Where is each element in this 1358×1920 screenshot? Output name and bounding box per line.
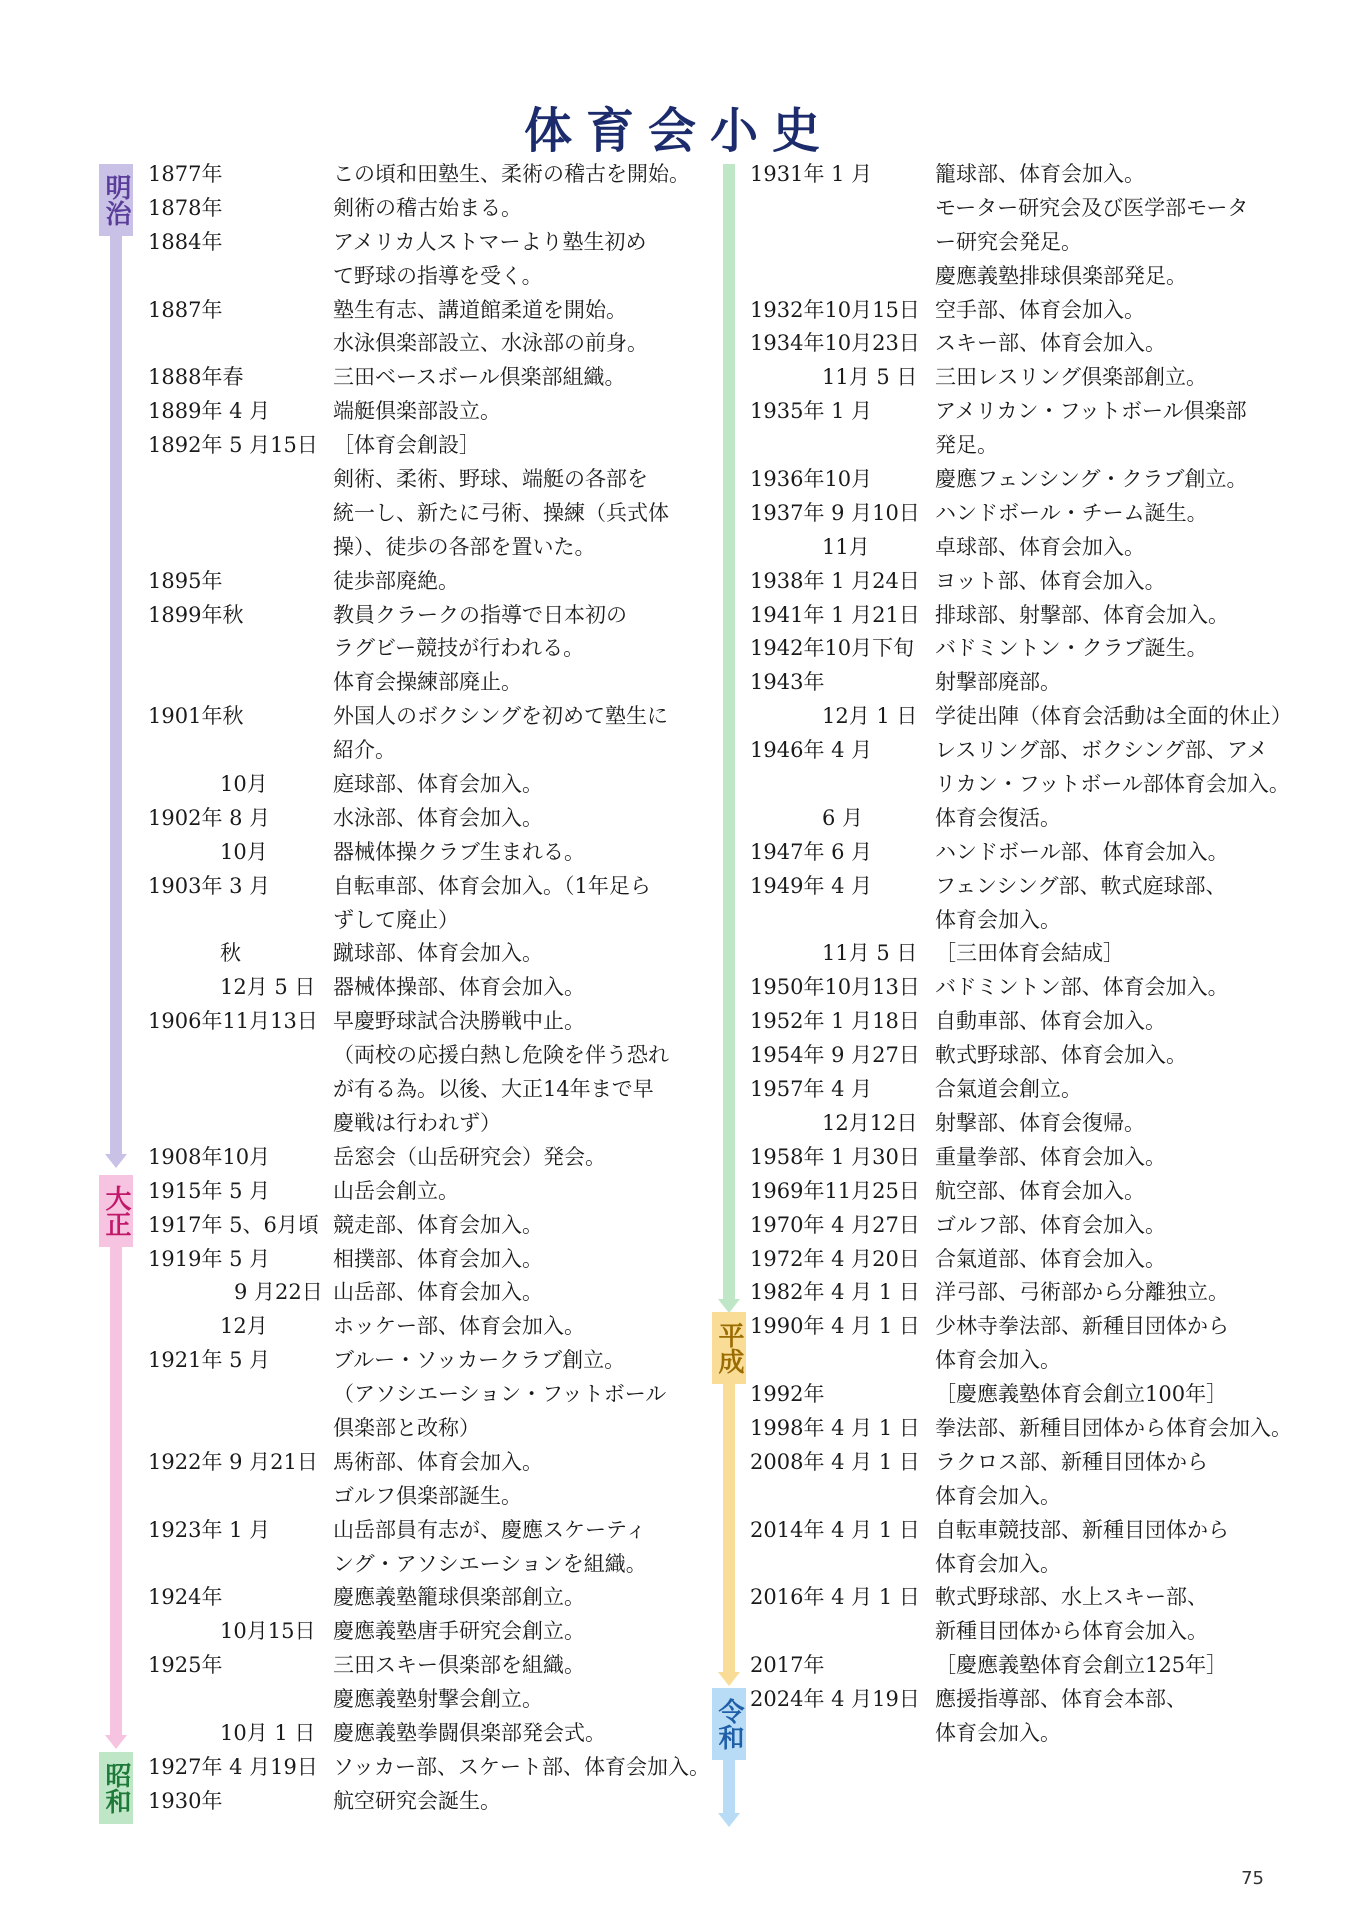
timeline-event: ずして廃止） (333, 907, 459, 932)
timeline-event: 山岳部員有志が、慶應スケーティ (333, 1517, 647, 1542)
timeline-row (148, 1717, 698, 1751)
timeline-date: 1930年 (148, 1788, 223, 1813)
timeline-row (148, 768, 698, 802)
timeline-event: 航空研究会誕生。 (333, 1788, 501, 1813)
timeline-left-column (148, 158, 710, 1819)
timeline-event: 学徒出陣（体育会活動は全面的休止） (935, 704, 1292, 729)
timeline-event: 軟式野球部、水上スキー部、 (935, 1585, 1208, 1610)
timeline-date: 1938年 1 月24日 (750, 568, 920, 593)
timeline-row (750, 1175, 1310, 1209)
timeline-row (148, 1005, 698, 1039)
timeline-date: 1903年 3 月 (148, 873, 271, 898)
timeline-date: 1969年11月25日 (750, 1178, 920, 1203)
timeline-date: 秋 (220, 941, 241, 966)
timeline-event: ー研究会発足。 (935, 229, 1082, 254)
timeline-event: スキー部、体育会加入。 (935, 331, 1166, 356)
timeline-event: 排球部、射撃部、体育会加入。 (935, 602, 1229, 627)
timeline-date: 1892年 5 月15日 (148, 433, 318, 458)
timeline-event: 体育会加入。 (935, 1348, 1061, 1373)
timeline-date: 1924年 (148, 1585, 223, 1610)
timeline-event: 慶應義塾拳闘倶楽部発会式。 (333, 1720, 606, 1745)
timeline-event: 籠球部、体育会加入。 (935, 162, 1145, 186)
timeline-date: 1950年10月13日 (750, 975, 920, 1000)
timeline-row (750, 1039, 1310, 1073)
timeline-row (148, 497, 698, 531)
timeline-row (750, 395, 1310, 429)
timeline-row (148, 327, 698, 361)
timeline-event: モーター研究会及び医学部モータ (935, 195, 1249, 220)
timeline-row (750, 361, 1310, 395)
timeline-event: アメリカ人ストマーより塾生初め (333, 229, 647, 254)
timeline-event: 慶戦は行われず） (333, 1110, 501, 1135)
timeline-event: 慶應フェンシング・クラブ創立。 (935, 467, 1248, 492)
timeline-date: 11月 5 日 (822, 365, 918, 390)
timeline-event: ホッケー部、体育会加入。 (333, 1314, 585, 1339)
timeline-row (148, 1683, 698, 1717)
timeline-date: 1899年秋 (148, 602, 244, 627)
timeline-row (750, 327, 1310, 361)
timeline-date: 9 月22日 (234, 1280, 323, 1305)
era-label-taisho: 大正 (99, 1175, 133, 1247)
timeline-event: 統一し、新たに弓術、操練（兵式体 (333, 500, 669, 525)
timeline-event: リカン・フットボール部体育会加入。 (935, 772, 1290, 797)
timeline-date: 1982年 4 月 1 日 (750, 1280, 920, 1305)
timeline-event: 合氣道部、体育会加入。 (935, 1246, 1166, 1271)
timeline-date: 6 月 (822, 805, 864, 830)
timeline-date: 1992年 (750, 1382, 825, 1407)
timeline-row (148, 1548, 698, 1582)
timeline-date: 1941年 1 月21日 (750, 602, 920, 627)
timeline-row (750, 429, 1310, 463)
timeline-date: 10月15日 (220, 1619, 316, 1644)
timeline-row (750, 1005, 1310, 1039)
timeline-date: 2017年 (750, 1653, 825, 1678)
era-reiwa (712, 1688, 746, 1828)
timeline-event: ハンドボール部、体育会加入。 (935, 839, 1229, 864)
timeline-event: 庭球部、体育会加入。 (333, 772, 543, 797)
timeline-row (750, 1548, 1310, 1582)
timeline-date: 1906年11月13日 (148, 1009, 318, 1034)
timeline-row (750, 1243, 1310, 1277)
timeline-row (148, 1412, 698, 1446)
timeline-row (148, 294, 698, 328)
timeline-row (750, 1276, 1310, 1310)
timeline-date: 1921年 5 月 (148, 1348, 271, 1373)
timeline-row (750, 158, 1310, 192)
timeline-event: 自転車部、体育会加入。（1年足ら (333, 873, 651, 898)
timeline-row (750, 971, 1310, 1005)
timeline-event: 徒歩部廃絶。 (333, 568, 459, 593)
timeline-event: 慶應義塾籠球倶楽部創立。 (333, 1585, 585, 1610)
timeline-row (750, 836, 1310, 870)
timeline-date: 1917年 5、6月頃 (148, 1212, 319, 1237)
timeline-event: が有る為。以後、大正14年まで早 (333, 1077, 654, 1102)
timeline-event: 教員クラークの指導で日本初の (333, 602, 627, 627)
timeline-row (148, 734, 698, 768)
timeline-event: 体育会加入。 (935, 1483, 1061, 1508)
timeline-row (148, 1751, 710, 1785)
timeline-event: ゴルフ倶楽部誕生。 (333, 1483, 522, 1508)
timeline-event: 体育会加入。 (935, 1551, 1061, 1576)
timeline-event: アメリカン・フットボール倶楽部 (935, 399, 1247, 424)
timeline-row (148, 463, 698, 497)
timeline-date: 10月 1 日 (220, 1720, 316, 1745)
timeline-date: 12月 (220, 1314, 268, 1339)
timeline-event: 体育会加入。 (935, 907, 1061, 932)
timeline-date: 12月 1 日 (822, 704, 918, 729)
timeline-event: 山岳会創立。 (333, 1178, 459, 1203)
timeline-row (148, 632, 698, 666)
timeline-row (750, 802, 1310, 836)
timeline-date: 1931年 1 月 (750, 162, 873, 186)
timeline-event: ［慶應義塾体育会創立100年］ (935, 1382, 1228, 1407)
timeline-row (750, 192, 1310, 226)
timeline-event: 外国人のボクシングを初めて塾生に (333, 704, 669, 729)
timeline-row (148, 1514, 698, 1548)
timeline-row (148, 395, 698, 429)
timeline-event: ブルー・ソッカークラブ創立。 (333, 1348, 626, 1373)
timeline-row (750, 666, 1310, 700)
timeline-date: 2024年 4 月19日 (750, 1687, 920, 1712)
timeline-row (750, 1717, 1310, 1751)
timeline-date: 1923年 1 月 (148, 1517, 271, 1542)
timeline-row (148, 531, 698, 565)
timeline-row (750, 1480, 1310, 1514)
timeline-row (148, 565, 698, 599)
timeline-row (148, 1209, 698, 1243)
timeline-event: 山岳部、体育会加入。 (333, 1280, 543, 1305)
timeline-event: 射撃部廃部。 (935, 670, 1061, 695)
timeline-row (148, 1344, 698, 1378)
timeline-event: 操）、徒歩の各部を置いた。 (333, 534, 596, 559)
timeline-event: 体育会復活。 (935, 805, 1061, 830)
timeline-right-column (750, 158, 1310, 1751)
timeline-row (148, 700, 698, 734)
timeline-event: フェンシング部、軟式庭球部、 (935, 873, 1227, 898)
timeline-event: 水泳倶楽部設立、水泳部の前身。 (333, 331, 648, 356)
timeline-event: （両校の応援白熱し危険を伴う恐れ (333, 1043, 669, 1068)
timeline-date: 10月 (220, 772, 268, 797)
timeline-row (148, 1039, 698, 1073)
timeline-row (750, 1209, 1310, 1243)
timeline-event: 体育会操練部廃止。 (333, 670, 522, 695)
timeline-row (750, 1581, 1310, 1615)
timeline-event: ［慶應義塾体育会創立125年］ (935, 1653, 1228, 1678)
timeline-event: ゴルフ部、体育会加入。 (935, 1212, 1166, 1237)
timeline-row (148, 1276, 698, 1310)
timeline-event: ヨット部、体育会加入。 (935, 568, 1166, 593)
timeline-event: この頃和田塾生、柔術の稽古を開始。 (333, 162, 690, 186)
timeline-date: 1957年 4 月 (750, 1077, 873, 1102)
era-showa-right (712, 164, 746, 1314)
timeline-row (750, 1310, 1310, 1344)
timeline-row (148, 260, 698, 294)
timeline-row (148, 1446, 698, 1480)
timeline-row (148, 971, 698, 1005)
era-meiji (99, 164, 133, 1169)
timeline-date: 1946年 4 月 (750, 738, 873, 763)
timeline-date: 1927年 4 月19日 (148, 1754, 318, 1779)
timeline-row (148, 1141, 698, 1175)
timeline-row (148, 1378, 698, 1412)
timeline-event: 水泳部、体育会加入。 (333, 805, 543, 830)
timeline-event: ソッカー部、スケート部、体育会加入。 (333, 1754, 710, 1779)
timeline-event: 慶應義塾排球倶楽部発足。 (935, 263, 1187, 288)
timeline-event: 拳法部、新種目団体から体育会加入。 (935, 1415, 1292, 1440)
timeline-event: ング・アソシエーションを組織。 (333, 1551, 647, 1576)
timeline-date: 1887年 (148, 297, 223, 322)
timeline-row (750, 1649, 1310, 1683)
timeline-date: 1925年 (148, 1653, 223, 1678)
era-showa-left (99, 1752, 133, 1822)
timeline-row (750, 1412, 1310, 1446)
timeline-row (750, 1344, 1310, 1378)
timeline-row (750, 497, 1310, 531)
timeline-date: 2014年 4 月 1 日 (750, 1517, 920, 1542)
timeline-row (750, 565, 1310, 599)
timeline-event: 相撲部、体育会加入。 (333, 1246, 543, 1271)
timeline-event: 馬術部、体育会加入。 (333, 1449, 543, 1474)
timeline-row (148, 904, 698, 938)
timeline-row (148, 1310, 698, 1344)
timeline-row (148, 937, 698, 971)
timeline-event: 倶楽部と改称） (333, 1415, 480, 1440)
timeline-row (148, 802, 698, 836)
timeline-date: 12月 5 日 (220, 975, 316, 1000)
timeline-row (148, 1615, 698, 1649)
timeline-event: 應援指導部、体育会本部、 (935, 1687, 1187, 1712)
timeline-event: 洋弓部、弓術部から分離独立。 (935, 1280, 1229, 1305)
timeline-date: 1902年 8 月 (148, 805, 271, 830)
timeline-date: 1990年 4 月 1 日 (750, 1314, 920, 1339)
timeline-row (148, 1107, 698, 1141)
timeline-event: ラグビー競技が行われる。 (333, 636, 585, 661)
timeline-date: 2008年 4 月 1 日 (750, 1449, 920, 1474)
timeline-date: 1915年 5 月 (148, 1178, 271, 1203)
timeline-date: 11月 (822, 534, 870, 559)
timeline-event: （アソシエーション・フットボール (333, 1382, 667, 1407)
era-label-showa: 昭和 (99, 1752, 133, 1824)
timeline-row (750, 1378, 1310, 1412)
timeline-row (750, 226, 1310, 260)
timeline-row (750, 700, 1310, 734)
timeline-date: 1943年 (750, 670, 825, 695)
era-heisei (712, 1312, 746, 1687)
timeline-event: 器械体操クラブ生まれる。 (333, 839, 585, 864)
timeline-event: 剣術、柔術、野球、端艇の各部を (333, 467, 648, 492)
timeline-event: 慶應義塾唐手研究会創立。 (333, 1619, 585, 1644)
timeline-event: 剣術の稽古始まる。 (333, 195, 522, 220)
timeline-date: 1972年 4 月20日 (750, 1246, 920, 1271)
timeline-date: 12月12日 (822, 1110, 918, 1135)
timeline-event: 三田ベースボール倶楽部組織。 (333, 365, 626, 390)
timeline-row (148, 1243, 698, 1277)
timeline-date: 1884年 (148, 229, 223, 254)
era-taisho (99, 1175, 133, 1750)
timeline-date: 1947年 6 月 (750, 839, 873, 864)
timeline-event: 三田スキー倶楽部を組織。 (333, 1653, 585, 1678)
timeline-event: 自動車部、体育会加入。 (935, 1009, 1166, 1034)
timeline-row (750, 1683, 1310, 1717)
timeline-row (750, 1615, 1310, 1649)
timeline-date: 1937年 9 月10日 (750, 500, 920, 525)
timeline-row (750, 870, 1310, 904)
timeline-row (148, 870, 698, 904)
timeline-date: 1934年10月23日 (750, 331, 920, 356)
timeline-date: 11月 5 日 (822, 941, 918, 966)
timeline-event: 体育会加入。 (935, 1720, 1061, 1745)
timeline-row (148, 1480, 698, 1514)
timeline-event: 三田レスリング倶楽部創立。 (935, 365, 1207, 390)
timeline-row (148, 1649, 698, 1683)
timeline-event: 早慶野球試合決勝戦中止。 (333, 1009, 585, 1034)
timeline-date: 1919年 5 月 (148, 1246, 271, 1271)
timeline-date: 1954年 9 月27日 (750, 1043, 920, 1068)
timeline-event: バドミントン・クラブ誕生。 (935, 636, 1208, 661)
timeline-row (148, 361, 698, 395)
timeline-event: 合氣道会創立。 (935, 1077, 1082, 1102)
timeline-row (148, 1581, 698, 1615)
timeline-date: 1936年10月 (750, 467, 873, 492)
timeline-event: 卓球部、体育会加入。 (935, 534, 1145, 559)
timeline-row (148, 1175, 698, 1209)
timeline-date: 1935年 1 月 (750, 399, 873, 424)
timeline-event: ハンドボール・チーム誕生。 (935, 500, 1208, 525)
timeline-event: 紹介。 (333, 738, 396, 763)
timeline-row (750, 1107, 1310, 1141)
timeline-date: 1895年 (148, 568, 223, 593)
timeline-row (750, 463, 1310, 497)
timeline-event: 端艇倶楽部設立。 (333, 399, 501, 424)
timeline-date: 1949年 4 月 (750, 873, 873, 898)
timeline-row (750, 768, 1310, 802)
timeline-event: 競走部、体育会加入。 (333, 1212, 543, 1237)
timeline-row (148, 599, 698, 633)
timeline-date: 1889年 4 月 (148, 399, 271, 424)
timeline-event: 発足。 (935, 433, 998, 458)
timeline-date: 1998年 4 月 1 日 (750, 1415, 920, 1440)
timeline-event: て野球の指導を受く。 (333, 263, 543, 288)
timeline-event: 蹴球部、体育会加入。 (333, 941, 543, 966)
timeline-event: レスリング部、ボクシング部、アメ (935, 738, 1268, 763)
timeline-event: ［体育会創設］ (333, 433, 480, 458)
timeline-event: 自転車競技部、新種目団体から (935, 1517, 1229, 1542)
timeline-row (750, 937, 1310, 971)
timeline-event: 射撃部、体育会復帰。 (935, 1110, 1145, 1135)
timeline-row (148, 1073, 698, 1107)
timeline-date: 1878年 (148, 195, 223, 220)
timeline-row (750, 599, 1310, 633)
timeline-row (750, 632, 1310, 666)
timeline-row (750, 1446, 1310, 1480)
timeline-date: 1922年 9 月21日 (148, 1449, 318, 1474)
timeline-row (750, 904, 1310, 938)
era-label-meiji: 明治 (99, 164, 133, 236)
timeline-row (750, 1141, 1310, 1175)
timeline-date: 1888年春 (148, 365, 244, 390)
timeline-event: 岳窓会（山岳研究会）発会。 (333, 1144, 606, 1169)
timeline-date: 10月 (220, 839, 268, 864)
timeline-row (148, 158, 698, 192)
timeline-event: ［三田体育会結成］ (935, 941, 1124, 966)
timeline-date: 2016年 4 月 1 日 (750, 1585, 920, 1610)
timeline-date: 1877年 (148, 162, 223, 186)
timeline-event: 重量拳部、体育会加入。 (935, 1144, 1166, 1169)
timeline-event: 慶應義塾射撃会創立。 (333, 1687, 543, 1712)
timeline-row (148, 226, 698, 260)
timeline-event: ラクロス部、新種目団体から (935, 1449, 1208, 1474)
timeline-date: 1901年秋 (148, 704, 244, 729)
timeline-row (750, 260, 1310, 294)
timeline-date: 1970年 4 月27日 (750, 1212, 920, 1237)
timeline-row (750, 531, 1310, 565)
timeline-row (148, 1785, 698, 1819)
page-number: 75 (1241, 1868, 1264, 1889)
timeline-row (750, 1514, 1310, 1548)
timeline-row (750, 1073, 1310, 1107)
timeline-row (148, 666, 698, 700)
timeline-date: 1952年 1 月18日 (750, 1009, 920, 1034)
timeline-row (750, 734, 1310, 768)
timeline-event: バドミントン部、体育会加入。 (935, 975, 1229, 1000)
timeline-event: 航空部、体育会加入。 (935, 1178, 1145, 1203)
page-title: 体育会小史 (523, 103, 834, 159)
era-label-reiwa: 令和 (712, 1688, 746, 1760)
timeline-row (148, 429, 698, 463)
timeline-event: 少林寺拳法部、新種目団体から (935, 1314, 1229, 1339)
era-label-heisei: 平成 (712, 1312, 746, 1384)
timeline-row (148, 836, 698, 870)
timeline-date: 1932年10月15日 (750, 297, 920, 322)
timeline-date: 1942年10月下旬 (750, 636, 915, 661)
timeline-date: 1958年 1 月30日 (750, 1144, 920, 1169)
timeline-event: 空手部、体育会加入。 (935, 297, 1145, 322)
timeline-event: 新種目団体から体育会加入。 (935, 1619, 1208, 1644)
timeline-event: 器械体操部、体育会加入。 (333, 975, 585, 1000)
timeline-date: 1908年10月 (148, 1144, 271, 1169)
timeline-event: 軟式野球部、体育会加入。 (935, 1043, 1187, 1068)
timeline-row (148, 192, 698, 226)
timeline-event: 塾生有志、講道館柔道を開始。 (333, 297, 627, 322)
timeline-row (750, 294, 1310, 328)
